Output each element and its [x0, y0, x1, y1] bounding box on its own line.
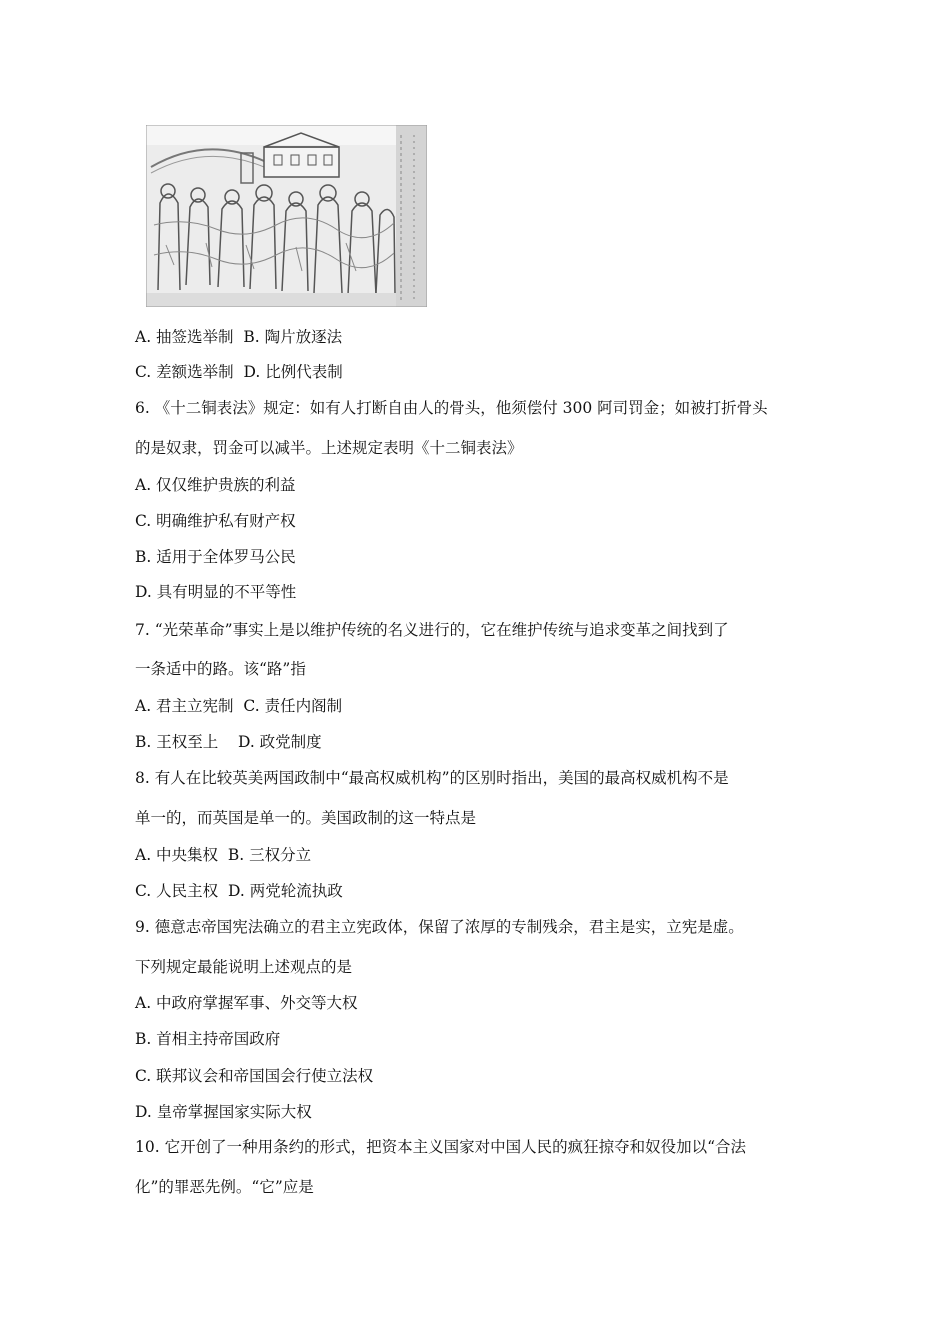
q9-option-b: B. 首相主持帝国政府: [135, 1030, 281, 1048]
q6-option-a: A. 仅仅维护贵族的利益: [135, 476, 296, 494]
q6-option-c: C. 明确维护私有财产权: [135, 512, 296, 530]
q9-stem-line-2: 下列规定最能说明上述观点的是: [135, 958, 353, 976]
q5-options-ab: A. 抽签选举制 B. 陶片放逐法: [135, 328, 343, 346]
q10-stem-line-1: 10. 它开创了一种用条约的形式，把资本主义国家对中国人民的疯狂掠夺和奴役加以“合法: [135, 1138, 747, 1156]
historical-crowd-illustration: [146, 125, 427, 307]
q10-stem-line-2: 化”的罪恶先例。“它”应是: [135, 1178, 314, 1196]
q6-stem-line-1: 6. 《十二铜表法》规定：如有人打断自由人的骨头，他须偿付 300 阿司罚金；如被打折骨头: [135, 399, 768, 417]
q7-stem-line-1: 7. “光荣革命”事实上是以维护传统的名义进行的，它在维护传统与追求变革之间找到了: [135, 621, 729, 639]
q8-stem-line-2: 单一的，而英国是单一的。美国政制的这一特点是: [135, 809, 477, 827]
q9-option-d: D. 皇帝掌握国家实际大权: [135, 1103, 312, 1121]
q6-stem-line-2: 的是奴隶，罚金可以减半。上述规定表明《十二铜表法》: [135, 439, 523, 457]
q6-option-d: D. 具有明显的不平等性: [135, 583, 297, 601]
q5-options-cd: C. 差额选举制 D. 比例代表制: [135, 363, 343, 381]
q7-stem-line-2: 一条适中的路。该“路”指: [135, 660, 306, 678]
q8-options-ab: A. 中央集权 B. 三权分立: [135, 846, 312, 864]
q8-stem-line-1: 8. 有人在比较英美两国政制中“最高权威机构”的区别时指出，美国的最高权威机构不是: [135, 769, 729, 787]
q7-options-ac: A. 君主立宪制 C. 责任内阁制: [135, 697, 343, 715]
q9-option-c: C. 联邦议会和帝国国会行使立法权: [135, 1067, 374, 1085]
q9-stem-line-1: 9. 德意志帝国宪法确立的君主立宪政体，保留了浓厚的专制残余，君主是实，立宪是虚。: [135, 918, 744, 936]
q7-options-bd: B. 王权至上 D. 政党制度: [135, 733, 322, 751]
q8-options-cd: C. 人民主权 D. 两党轮流执政: [135, 882, 343, 900]
q6-option-b: B. 适用于全体罗马公民: [135, 548, 296, 566]
q9-option-a: A. 中政府掌握军事、外交等大权: [135, 994, 358, 1012]
